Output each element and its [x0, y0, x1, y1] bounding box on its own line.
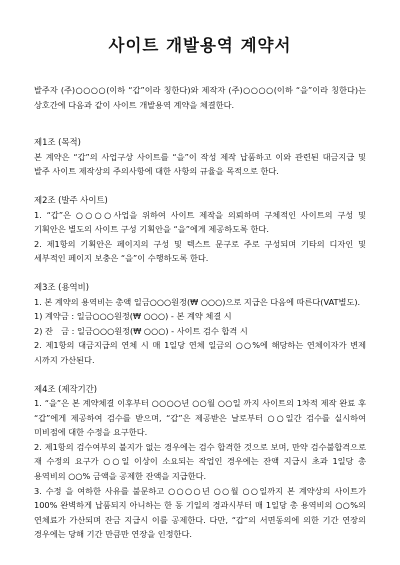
article-4-paragraph-3: 3. 수정 을 여하한 사유를 불문하고 ○○○○년 ○○월 ○○일까지 본 계약상의 사이트가 100% 완벽하게 납품되지 아니하는 한 동 기일의 경과시부터 매 1일당 총 용역비의 ○○%의 연체료가 가산되며 잔금 지급시 이를 공제한다. 다만, “갑”의 서면동의에 의한 기간 연장의 경우에는 당해 기간 만큼만 연장을 인정한다.	[34, 485, 366, 540]
intro-paragraph: 발주자 (주)○○○○(이하 “갑”이라 칭한다)와 제작자 (주)○○○○(이하 “을”이라 칭한다)는 상호간에 다음과 같이 사이트 개발용역 계약을 체결한다.	[34, 85, 366, 110]
document-title: 사이트 개발용역 계약서	[108, 36, 292, 55]
article-4-paragraph-1: 1. “을”은 본 계약체결 이후부터 ○○○○년 ○○월 ○○일 까지 사이트의 1차적 제작 완료 후 “갑”에게 제공하여 검수를 받으며, “갑”은 제공받은 날로부터 ○○일간 검수를 실시하여 미비점에 대한 수정을 요구한다.	[34, 398, 366, 438]
article-1-paragraph-1: 본 계약은 “갑”의 사업구상 사이트를 “을”이 작성 제작 납품하고 이와 관련된 대금지급 및 발주 사이트 제작상의 주의사항에 대한 사항의 규율을 목적으로 한다.	[34, 151, 366, 177]
article-3-paragraph-1: 1. 본 계약의 용역비는 총액 일금○○○원정(₩ ○○○)으로 지급은 다음에 따른다(VAT별도).	[34, 296, 361, 307]
article-3-paragraph-2: 2. 제1항의 대금지급의 연체 시 매 1일당 연체 일금의 ○○%에 해당하는 연체이자가 변제 시까지 가산된다.	[34, 340, 366, 365]
article-1	[34, 135, 366, 179]
article-2-heading: 제2조 (발주 사이트)	[34, 194, 108, 205]
article-2-paragraph-1: 1. “갑”은 ○○○○사업을 위하여 사이트 제작을 의뢰하며 구체적인 사이트의 구성 및 기획안은 별도의 사이트 구성 기획안을 “을”에게 제공하도록 한다.	[34, 209, 366, 235]
article-3-item-1: 1) 계약금 : 일금○○○원정(₩ ○○○) - 본 계약 체결 시	[34, 311, 232, 322]
article-3	[34, 280, 366, 368]
article-4	[34, 382, 366, 543]
article-3-heading: 제3조 (용역비)	[34, 281, 89, 292]
article-2	[34, 193, 366, 266]
article-4-heading: 제4조 (제작기간)	[34, 383, 98, 394]
article-1-heading: 제1조 (목적)	[34, 137, 81, 148]
article-3-item-2: 2) 잔 금 : 일금○○○원정(₩ ○○○) - 사이트 검수 합격 시	[34, 325, 248, 336]
article-4-paragraph-2: 2. 제1항의 검수여부의 불지가 없는 경우에는 검수 합격한 것으로 보며, 만약 검수불합격으로 재 수정의 요구가 ○○일 이상이 소요되는 작업인 경우에는 잔액 지급시 초과 1일당 총 용역비의 ○○% 금액을 공제한 잔액을 지급한다.	[34, 441, 366, 482]
article-2-paragraph-2: 2. 제1항의 기획안은 페이지의 구성 및 텍스트 문구로 주로 구성되며 기타의 디자인 및 세부적인 페이지 보충은 “을”이 수행하도록 한다.	[34, 238, 366, 264]
